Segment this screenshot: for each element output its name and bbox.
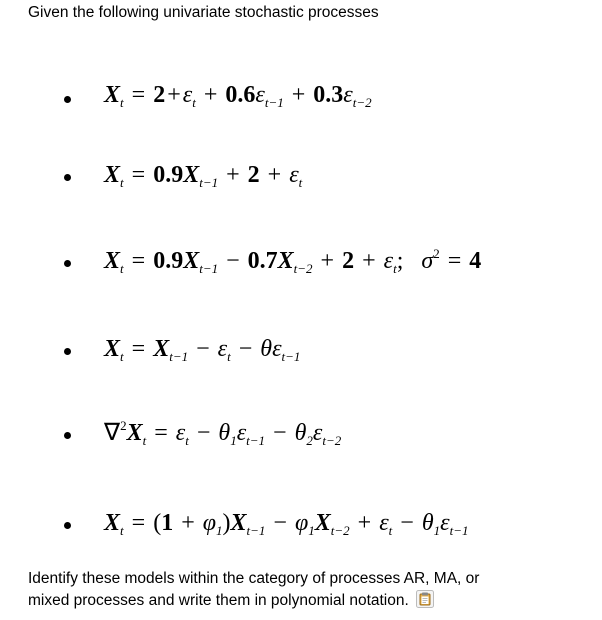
- bullet: [64, 348, 71, 355]
- equation-4: $X_t = X_{t-1} - \varepsilon_t - \theta\varepsilon_{t-1}$: [104, 336, 301, 364]
- equation-item-6: [0, 508, 602, 548]
- instructions-text: [28, 568, 588, 615]
- bullet: [64, 432, 71, 439]
- bullet: [64, 96, 71, 103]
- equation-2: $X_t = 0.9X_{t-1} + 2 + \varepsilon_t$: [104, 162, 303, 190]
- equation-5: $\nabla^2X_t = \varepsilon_t - \theta_1\varepsilon_{t-1} - \theta_2\varepsilon_{t-2}$: [104, 418, 342, 448]
- equation-3: $X_t = 0.9X_{t-1} - 0.7X_{t-2} + 2 + \varepsilon_t$; $\sigma^2 = 4$: [104, 246, 482, 276]
- equation-item-5: [0, 418, 602, 458]
- equation-item-4: [0, 334, 602, 374]
- equation-6: $X_t = (1 + \varphi_1)X_{t-1} - \varphi_1X_{t-2} + \varepsilon_t - \theta_1\varepsilon_{t-1}$: [104, 510, 469, 538]
- equation-item-1: [0, 80, 602, 120]
- equation-item-3: [0, 246, 602, 286]
- equation-1: $X_t = 2+\varepsilon_t + 0.6\varepsilon_{t-1} + 0.3\varepsilon_{t-2}$: [104, 82, 372, 110]
- bullet: [64, 260, 71, 267]
- clipboard-icon[interactable]: [416, 590, 434, 615]
- equation-item-2: [0, 160, 602, 200]
- bullet: [64, 522, 71, 529]
- bullet: [64, 174, 71, 181]
- intro-text: Given the following univariate stochastic processes: [28, 4, 379, 21]
- instructions-line-1: Identify these models within the category of processes AR, MA, or: [28, 570, 480, 587]
- instructions-line-2: mixed processes and write them in polynomial notation.: [28, 590, 588, 615]
